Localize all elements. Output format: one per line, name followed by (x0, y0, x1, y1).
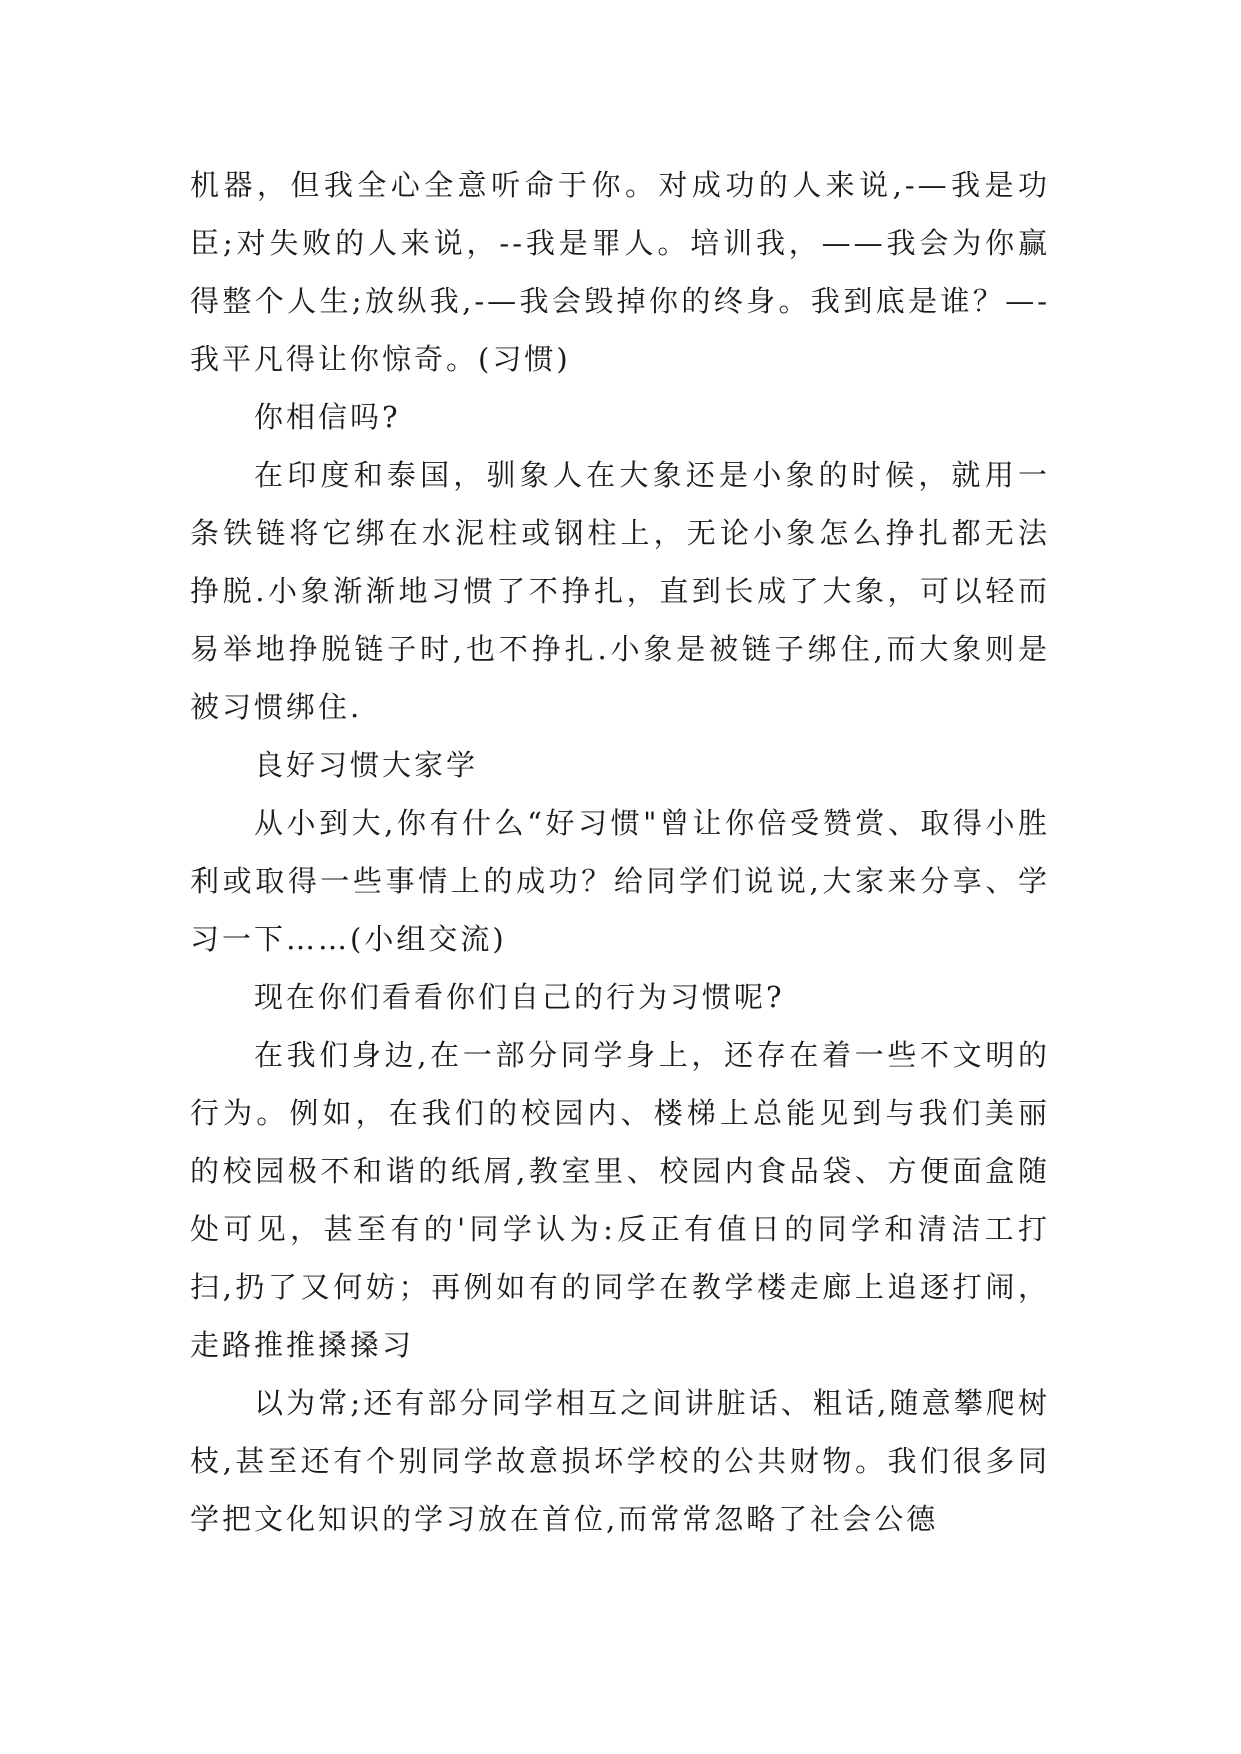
paragraph-uncivilized-behavior: 在我们身边,在一部分同学身上，还存在着一些不文明的行为。例如，在我们的校园内、楼梯上总能见到与我们美丽的校园极不和谐的纸屑,教室里、校园内食品袋、方便面盒随处可见，甚至有的'同学认为:反正有值日的同学和清洁工打扫,扔了又何妨；再例如有的同学在教学楼走廊上追逐打闹，走路推推搡搡习 (190, 1038, 1050, 1362)
paragraph-own-habits: 现在你们看看你们自己的行为习惯呢? (254, 980, 785, 1014)
document-body (190, 156, 1050, 1548)
section-heading-good-habits: 良好习惯大家学 (254, 748, 479, 782)
paragraph-continuation: 机器，但我全心全意听命于你。对成功的人来说,-—我是功臣;对失败的人来说，--我是罪人。培训我，——我会为你赢得整个人生;放纵我,-—我会毁掉你的终身。我到底是谁？—-我平凡得让你惊奇。(习惯) (190, 168, 1050, 376)
paragraph-elephant-story: 在印度和泰国，驯象人在大象还是小象的时候，就用一条铁链将它绑在水泥柱或钢柱上，无论小象怎么挣扎都无法挣脱.小象渐渐地习惯了不挣扎，直到长成了大象，可以轻而易举地挣脱链子时,也不挣扎.小象是被链子绑住,而大象则是被习惯绑住. (190, 458, 1050, 724)
paragraph-question: 你相信吗? (254, 400, 401, 434)
paragraph-continued-behavior: 以为常;还有部分同学相互之间讲脏话、粗话,随意攀爬树枝,甚至还有个别同学故意损坏学校的公共财物。我们很多同学把文化知识的学习放在首位,而常常忽略了社会公德 (190, 1386, 1050, 1536)
paragraph-share-habits: 从小到大,你有什么“好习惯"曾让你倍受赞赏、取得小胜利或取得一些事情上的成功？给同学们说说,大家来分享、学习一下……(小组交流) (190, 806, 1050, 956)
